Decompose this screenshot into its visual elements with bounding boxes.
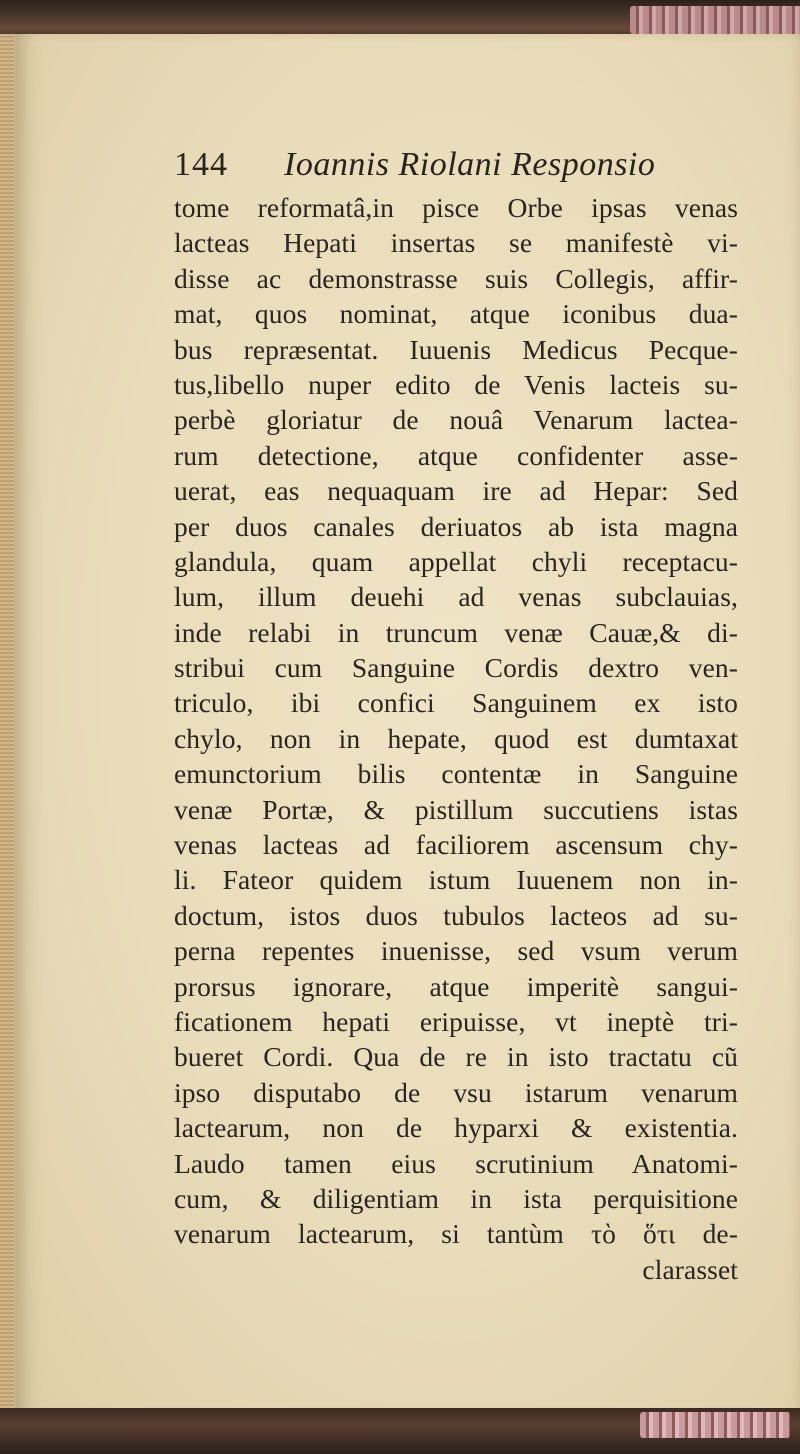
text-line: prorsus ignorare, atque imperitè sangui- (174, 970, 738, 1002)
text-line: venæ Portæ, & pistillum succutiens istas (174, 793, 738, 825)
text-line: triculo, ibi confici Sanguinem ex isto (174, 687, 738, 719)
text-line: lactearum, non de hyparxi & existentia. (174, 1112, 738, 1144)
text-line: lum, illum deuehi ad venas subclauias, (174, 581, 738, 613)
text-line: lacteas Hepati insertas se manifestè vi- (174, 227, 738, 259)
running-title: Ioannis Riolani Responsio (284, 146, 656, 183)
text-line: bus repræsentat. Iuuenis Medicus Pecque- (174, 333, 738, 365)
headband-cloth (630, 6, 800, 34)
text-line: stribui cum Sanguine Cordis dextro ven- (174, 652, 738, 684)
text-line: perbè gloriatur de nouâ Venarum lactea- (174, 404, 738, 436)
page-number: 144 (174, 146, 228, 183)
text-line: doctum, istos duos tubulos lacteos ad su- (174, 899, 738, 931)
text-line: mat, quos nominat, atque iconibus dua- (174, 298, 738, 330)
bottom-binding (0, 1408, 800, 1454)
page-header (174, 146, 734, 190)
page-edge (0, 34, 14, 1414)
text-line: Laudo tamen eius scrutinium Anatomi- (174, 1147, 738, 1179)
text-line: emunctorium bilis contentæ in Sanguine (174, 758, 738, 790)
text-line: rum detectione, atque confidenter asse- (174, 439, 738, 471)
catchword: clarasset (642, 1253, 738, 1285)
text-line: per duos canales deriuatos ab ista magna (174, 510, 738, 542)
text-line: ficationem hepati eripuisse, vt ineptè tri- (174, 1005, 738, 1037)
text-line: glandula, quam appellat chyli receptacu- (174, 545, 738, 577)
text-line: disse ac demonstrasse suis Collegis, affir- (174, 262, 738, 294)
text-line: venas lacteas ad faciliorem ascensum chy- (174, 829, 738, 861)
text-line: li. Fateor quidem istum Iuuenem non in- (174, 864, 738, 896)
text-line: uerat, eas nequaquam ire ad Hepar: Sed (174, 475, 738, 507)
text-line: tome reformatâ,in pisce Orbe ipsas venas (174, 192, 738, 223)
text-line: perna repentes inuenisse, sed vsum verum (174, 935, 738, 967)
tailband-cloth (640, 1412, 790, 1438)
body-text (174, 190, 738, 1287)
text-line: chylo, non in hepate, quod est dumtaxat (174, 722, 738, 754)
text-line: inde relabi in truncum venæ Cauæ,& di- (174, 616, 738, 648)
text-line: venarum lactearum, si tantùm τὸ ὅτι de- (174, 1218, 738, 1250)
text-line: cum, & diligentiam in ista perquisitione (174, 1182, 738, 1214)
text-line: tus,libello nuper edito de Venis lacteis su- (174, 368, 738, 400)
text-line: ipso disputabo de vsu istarum venarum (174, 1076, 738, 1108)
text-line: bueret Cordi. Qua de re in isto tractatu cũ (174, 1041, 738, 1073)
